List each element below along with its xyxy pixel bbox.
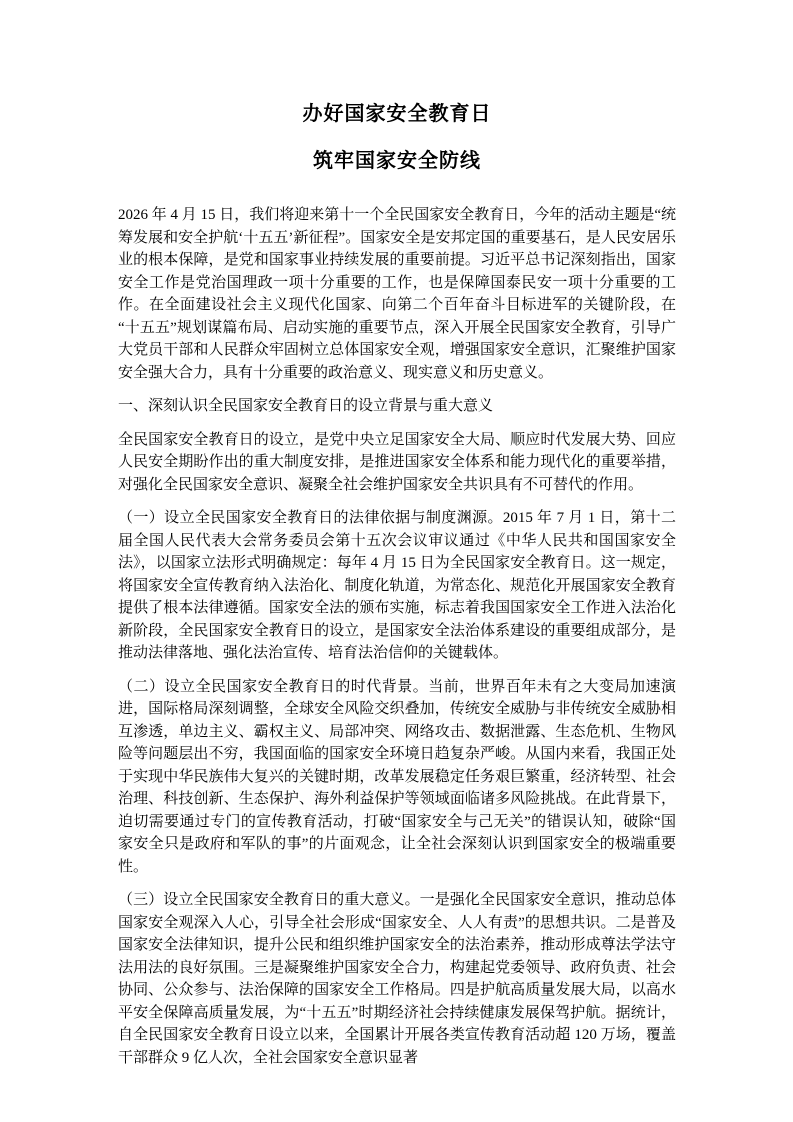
paragraph-intro: 2026 年 4 月 15 日，我们将迎来第十一个全民国家安全教育日，今年的活动主题是“统筹发展和安全护航‘十五五’新征程”。国家安全是安邦定国的重要基石，是人民安居乐业的根本保障，是党和国家事业持续发展的重要前提。习近平总书记深刻指出，国家安全工作是党治国理政一项十分重要的工作，也是保障国泰民安一项十分重要的工作。在全面建设社会主义现代化国家、向第二个百年奋斗目标进军的关键阶段，在“十五五”规划谋篇布局、启动实施的重要节点，深入开展全民国家安全教育，引导广大党员干部和人民群众牢固树立总体国家安全观，增强国家安全意识，汇聚维护国家安全强大合力，具有十分重要的政治意义、现实意义和历史意义。 (118, 207, 676, 381)
document-title-line-2: 筑牢国家安全防线 (313, 150, 481, 172)
section-heading-1: 一、深刻认识全民国家安全教育日的设立背景与重大意义 (118, 398, 494, 414)
document-title-line-1: 办好国家安全教育日 (302, 103, 492, 125)
paragraph-point-1: （一）设立全民国家安全教育日的法律依据与制度渊源。2015 年 7 月 1 日，第十二届全国人民代表大会常务委员会第十五次会议审议通过《中华人民共和国国家安全法》，以国家立法形式明确规定：每年 4 月 15 日为全民国家安全教育日。这一规定，将国家安全宣传教育纳入法治化、制度化轨道，为常态化、规范化开展国家安全教育提供了根本法律遵循。国家安全法的颁布实施，标志着我国国家安全工作进入法治化新阶段，全民国家安全教育日的设立，是国家安全法治体系建设的重要组成部分，是推动法律落地、强化法治宣传、培育法治信仰的关键载体。 (118, 510, 676, 661)
paragraph-point-3: （三）设立全民国家安全教育日的重大意义。一是强化全民国家安全意识，推动总体国家安全观深入人心，引导全社会形成“国家安全、人人有责”的思想共识。二是普及国家安全法律知识，提升公民和组织维护国家安全的法治素养，推动形成尊法学法守法用法的良好氛围。三是凝聚维护国家安全合力，构建起党委领导、政府负责、社会协同、公众参与、法治保障的国家安全工作格局。四是护航高质量发展大局，以高水平安全保障高质量发展，为“十五五”时期经济社会持续健康发展保驾护航。据统计，自全民国家安全教育日设立以来，全国累计开展各类宣传教育活动超 120 万场，覆盖干部群众 9 亿人次，全社会国家安全意识显著 (118, 892, 676, 1066)
paragraph-overview: 全民国家安全教育日的设立，是党中央立足国家安全大局、顺应时代发展大势、回应人民安全期盼作出的重大制度安排，是推进国家安全体系和能力现代化的重要举措，对强化全民国家安全意识、凝聚全社会维护国家安全共识具有不可替代的作用。 (118, 431, 676, 493)
document-header (118, 101, 676, 174)
paragraph-point-2: （二）设立全民国家安全教育日的时代背景。当前，世界百年未有之大变局加速演进，国际格局深刻调整，全球安全风险交织叠加，传统安全威胁与非传统安全威胁相互渗透，单边主义、霸权主义、局部冲突、网络攻击、数据泄露、生态危机、生物风险等问题层出不穷，我国面临的国家安全环境日趋复杂严峻。从国内来看，我国正处于实现中华民族伟大复兴的关键时期，改革发展稳定任务艰巨繁重，经济转型、社会治理、科技创新、生态保护、海外利益保护等领域面临诸多风险挑战。在此背景下，迫切需要通过专门的宣传教育活动，打破“国家安全与己无关”的错误认知，破除“国家安全只是政府和军队的事”的片面观念，让全社会深刻认识到国家安全的极端重要性。 (118, 678, 676, 875)
